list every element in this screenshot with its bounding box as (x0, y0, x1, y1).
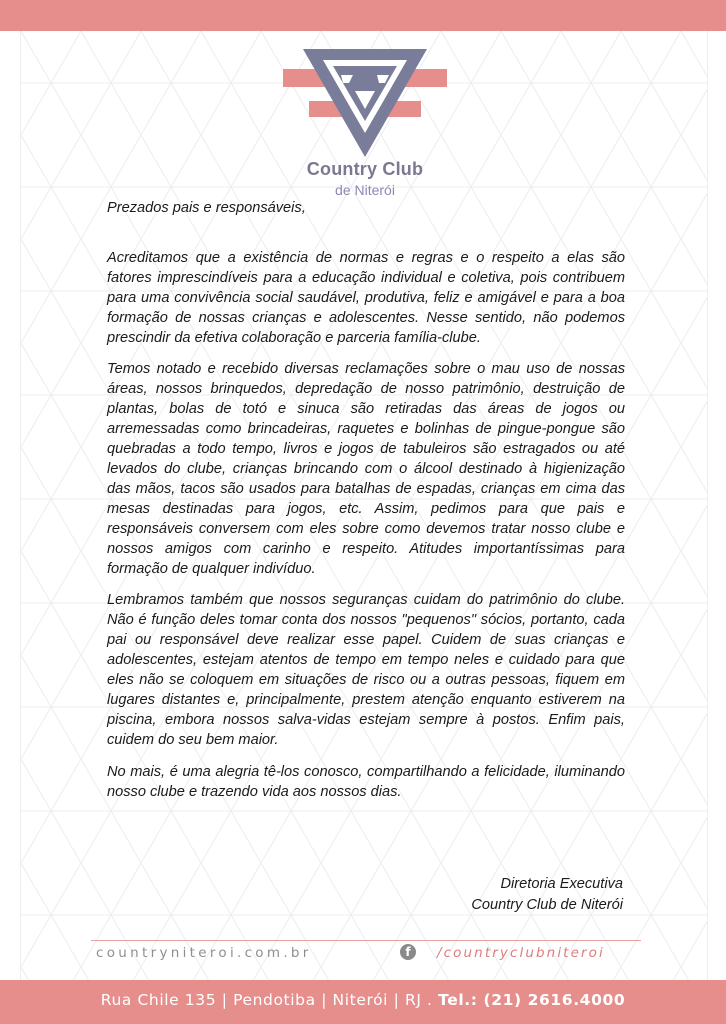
letter-paragraph: No mais, é uma alegria tê-los conosco, compartilhando a felicidade, iluminando nosso clube e trazendo vida aos nossos dias. (107, 763, 625, 800)
letterhead-page (20, 31, 708, 980)
club-logo (283, 45, 447, 205)
brand-location: de Niterói (335, 182, 395, 198)
address-text: Rua Chile 135 | Pendotiba | Niterói | RJ . (100, 991, 433, 1009)
phone-number: Tel.: (21) 2616.4000 (438, 991, 626, 1009)
letter-greeting: Prezados pais e responsáveis, (107, 200, 306, 216)
letter-paragraph: Temos notado e recebido diversas reclamações sobre o mau uso de nossas áreas, nossos brinquedos, depredação de nosso patrimônio, destruição de plantas, bolas de totó e sinuca são retiradas das áreas de jogos ou arremessadas como brincadeiras, raquetes e bolinhas de pingue-pongue são quebradas a todo tempo, livros e jogos de tabuleiros são estragados ou até levados do clube, crianças brincando com o álcool destinado à higienização das mãos, tacos são usados para batalhas de espadas, crianças em cima das mesas destinadas para jogos, etc. Assim, pedimos para que pais e responsáveis conversem com eles sobre como devemos tratar nosso clube e nossos amigos com carinho e respeito. Atitudes importantíssimas para formação de qualquer indivíduo. (107, 361, 625, 577)
top-band (0, 0, 726, 31)
facebook-icon: f (400, 944, 416, 960)
signature-line-2: Country Club de Niterói (471, 897, 623, 913)
signature-block (471, 874, 623, 916)
logo-emblem (283, 45, 447, 160)
website-link[interactable]: countryniteroi.com.br (96, 945, 312, 961)
address-line (0, 991, 726, 1009)
signature-line-1: Diretoria Executiva (500, 876, 623, 892)
letter-paragraph: Lembramos também que nossos seguranças cuidam do patrimônio do clube. Não é função deles tomar conta dos nossos "pequenos" sócios, portanto, cada pai ou responsável deve realizar esse papel. Cuidem de suas crianças e adolescentes, estejam atentos de tempo em tempo neles e cuidado para que eles não se coloquem em situações de risco ou a outras pessoas, fiquem em lugares distantes e, principalmente, prestem atenção enquanto estiverem na piscina, embora nossos salva-vidas estejam sempre à postos. Enfim pais, cuidem do seu bem maior. (107, 592, 625, 748)
bottom-band (0, 980, 726, 1024)
letter-paragraph: Acreditamos que a existência de normas e regras e o respeito a elas são fatores imprescindíveis para a educação individual e coletiva, pois contribuem para uma convivência social saudável, produtiva, feliz e amigável e para a boa formação de nossas crianças e adolescentes. Nesse sentido, não podemos prescindir da efetiva colaboração e parceria família-clube. (107, 249, 625, 346)
footer-divider (91, 940, 641, 941)
facebook-handle[interactable]: /countryclubniteroi (437, 945, 605, 961)
letter-body (107, 199, 625, 814)
brand-name: Country Club (306, 159, 424, 179)
